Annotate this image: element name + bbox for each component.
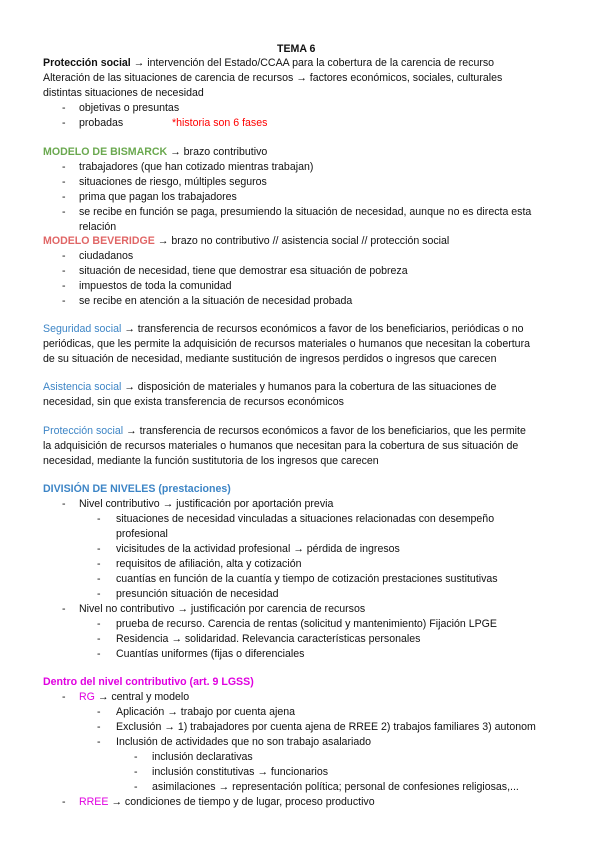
list-item: prueba de recurso. Carencia de rentas (solicitud y mantenimiento) Fijación LPGE bbox=[116, 618, 497, 630]
proteccion2-def: → transferencia de recursos económicos a favor de los beneficiarios, que les permite bbox=[123, 425, 526, 437]
list-item: Exclusión → 1) trabajadores por cuenta ajena de RREE 2) trabajos familiares 3) autonom bbox=[116, 721, 536, 733]
rree-term: RREE bbox=[79, 796, 109, 808]
proteccion-definition bbox=[43, 56, 494, 71]
rg-term: RG bbox=[79, 691, 95, 703]
proteccion2-line-1 bbox=[43, 424, 526, 439]
list-item: inclusión constitutivas → funcionarios bbox=[152, 766, 329, 778]
list-item: objetivas o presuntas bbox=[79, 102, 180, 114]
proteccion2-line-2: la adquisición de recursos materiales o humanos que necesitan para la cobertura de sus situación de bbox=[43, 440, 519, 452]
dash-bullet: - bbox=[62, 280, 66, 292]
list-item: cuantías en función de la cuantía y tiempo de cotización prestaciones sustitutivas bbox=[116, 573, 498, 585]
dash-bullet: - bbox=[62, 176, 66, 188]
beveridge-def: → brazo no contributivo // asistencia social // protección social bbox=[154, 235, 450, 247]
list-item: asimilaciones → representación política; personal de confesiones religiosas,... bbox=[152, 781, 519, 793]
list-item: requisitos de afiliación, alta y cotización bbox=[116, 558, 302, 570]
list-item: ciudadanos bbox=[79, 250, 134, 262]
dash-bullet: - bbox=[62, 265, 66, 277]
rree-def: → condiciones de tiempo y de lugar, proceso productivo bbox=[108, 796, 375, 808]
asistencia-def: → disposición de materiales y humanos para la cobertura de las situaciones de bbox=[121, 381, 497, 393]
seguridad-line-2: periódicas, que les permite la adquisición de recursos materiales o humanos que necesitan la cobertura bbox=[43, 338, 530, 350]
list-item: inclusión declarativas bbox=[152, 751, 253, 763]
dash-bullet: - bbox=[97, 573, 101, 585]
dash-bullet: - bbox=[62, 295, 66, 307]
dash-bullet: - bbox=[97, 736, 101, 748]
asistencia-term: Asistencia social bbox=[43, 381, 122, 393]
division-heading: DIVISIÓN DE NIVELES (prestaciones) bbox=[43, 483, 231, 495]
dash-bullet: - bbox=[62, 191, 66, 203]
page-title: TEMA 6 bbox=[277, 43, 316, 55]
proteccion2-line-3: necesidad, mediante la función sustitutoria de los ingresos que carecen bbox=[43, 455, 379, 467]
dash-bullet: - bbox=[97, 588, 101, 600]
proteccion-def-text: → intervención del Estado/CCAA para la cobertura de la carencia de recurso bbox=[130, 57, 495, 69]
dash-bullet: - bbox=[134, 766, 138, 778]
dentro-heading: Dentro del nivel contributivo (art. 9 LGSS) bbox=[43, 676, 254, 688]
rg-def: → central y modelo bbox=[94, 691, 190, 703]
dash-bullet: - bbox=[62, 161, 66, 173]
alteracion-line-1: Alteración de las situaciones de carencia de recursos → factores económicos, sociales, culturales bbox=[43, 72, 503, 84]
dash-bullet: - bbox=[97, 721, 101, 733]
bismarck-term: MODELO DE BISMARCK bbox=[43, 146, 168, 158]
rree-line bbox=[79, 795, 375, 810]
dash-bullet: - bbox=[97, 618, 101, 630]
dash-bullet: - bbox=[97, 633, 101, 645]
dash-bullet: - bbox=[97, 706, 101, 718]
list-item: Inclusión de actividades que no son trabajo asalariado bbox=[116, 736, 372, 748]
list-item: vicisitudes de la actividad profesional → pérdida de ingresos bbox=[116, 543, 400, 555]
list-item: Cuantías uniformes (fijas o diferenciales bbox=[116, 648, 305, 660]
historia-note: *historia son 6 fases bbox=[172, 117, 268, 129]
list-item: trabajadores (que han cotizado mientras trabajan) bbox=[79, 161, 314, 173]
bismarck-heading bbox=[43, 145, 267, 160]
list-item: presunción situación de necesidad bbox=[116, 588, 279, 600]
bismarck-def: → brazo contributivo bbox=[167, 146, 268, 158]
dash-bullet: - bbox=[62, 796, 66, 808]
list-item: probadas bbox=[79, 117, 124, 129]
list-item-continuation: profesional bbox=[116, 528, 168, 540]
beveridge-heading bbox=[43, 234, 449, 249]
dash-bullet: - bbox=[62, 117, 66, 129]
dash-bullet: - bbox=[62, 250, 66, 262]
asistencia-line-1 bbox=[43, 380, 496, 395]
alteracion-line-2: distintas situaciones de necesidad bbox=[43, 87, 204, 99]
rg-line bbox=[79, 690, 189, 705]
beveridge-term: MODELO BEVERIDGE bbox=[43, 235, 155, 247]
list-item: impuestos de toda la comunidad bbox=[79, 280, 232, 292]
seguridad-def: → transferencia de recursos económicos a favor de los beneficiarios, periódicas o no bbox=[121, 323, 524, 335]
dash-bullet: - bbox=[62, 691, 66, 703]
dash-bullet: - bbox=[62, 498, 66, 510]
seguridad-line-3: de su situación de necesidad, mediante sustitución de ingresos perdidos o ingresos que carecen bbox=[43, 353, 497, 365]
nivel-no-contributivo: Nivel no contributivo → justificación por carencia de recursos bbox=[79, 603, 366, 615]
proteccion2-term: Protección social bbox=[43, 425, 124, 437]
list-item: situaciones de riesgo, múltiples seguros bbox=[79, 176, 267, 188]
seguridad-line-1 bbox=[43, 322, 524, 337]
list-item: se recibe en atención a la situación de necesidad probada bbox=[79, 295, 353, 307]
dash-bullet: - bbox=[97, 558, 101, 570]
list-item: se recibe en función se paga, presumiendo la situación de necesidad, aunque no es directa esta bbox=[79, 206, 532, 218]
list-item: Aplicación → trabajo por cuenta ajena bbox=[116, 706, 296, 718]
dash-bullet: - bbox=[62, 206, 66, 218]
nivel-contributivo: Nivel contributivo → justificación por aportación previa bbox=[79, 498, 334, 510]
dash-bullet: - bbox=[97, 648, 101, 660]
seguridad-term: Seguridad social bbox=[43, 323, 122, 335]
dash-bullet: - bbox=[62, 603, 66, 615]
asistencia-line-2: necesidad, sin que exista transferencia de recursos económicos bbox=[43, 396, 344, 408]
proteccion-term: Protección social bbox=[43, 57, 131, 69]
dash-bullet: - bbox=[97, 513, 101, 525]
dash-bullet: - bbox=[62, 102, 66, 114]
list-item: situación de necesidad, tiene que demostrar esa situación de pobreza bbox=[79, 265, 408, 277]
dash-bullet: - bbox=[97, 543, 101, 555]
list-item: Residencia → solidaridad. Relevancia características personales bbox=[116, 633, 421, 645]
dash-bullet: - bbox=[134, 781, 138, 793]
list-item: prima que pagan los trabajadores bbox=[79, 191, 237, 203]
list-item-continuation: relación bbox=[79, 221, 117, 233]
list-item: situaciones de necesidad vinculadas a situaciones relacionadas con desempeño bbox=[116, 513, 495, 525]
dash-bullet: - bbox=[134, 751, 138, 763]
